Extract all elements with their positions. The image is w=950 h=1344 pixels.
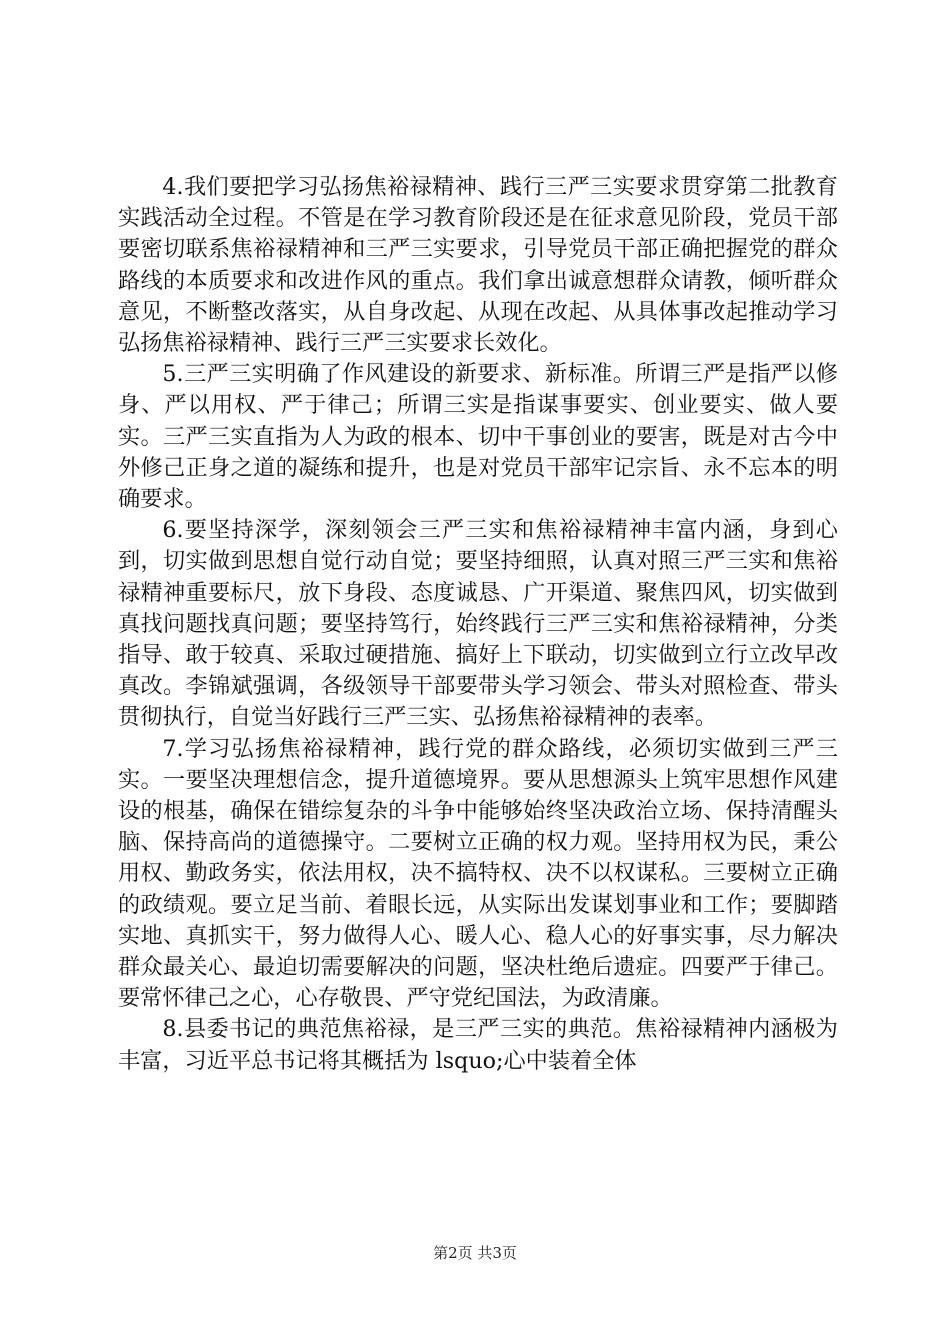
paragraph-5: 5.三严三实明确了作风建设的新要求、新标准。所谓三严是指严以修身、严以用权、严于律己；所谓三实是指谋事要实、创业要实、做人要实。三严三实直指为人为政的根本、切中干事创业的要害，既是对古今中外修己正身之道的凝练和提升，也是对党员干部牢记宗旨、永不忘本的明确要求。 (118, 361, 838, 513)
paragraph-8: 8.县委书记的典范焦裕禄，是三严三实的典范。焦裕禄精神内涵极为丰富，习近平总书记将其概括为 lsquo;心中装着全体 (118, 1016, 838, 1074)
paragraph-4: 4.我们要把学习弘扬焦裕禄精神、践行三严三实要求贯穿第二批教育实践活动全过程。不管是在学习教育阶段还是在征求意见阶段，党员干部要密切联系焦裕禄精神和三严三实要求，引导党员干部正确把握党的群众路线的本质要求和改进作风的重点。我们拿出诚意想群众请教，倾听群众意见，不断整改落实，从自身改起、从现在改起、从具体事改起推动学习弘扬焦裕禄精神、践行三严三实要求长效化。 (118, 174, 838, 357)
page-number-footer: 第2页 共3页 (433, 1244, 517, 1262)
paragraph-7: 7.学习弘扬焦裕禄精神，践行党的群众路线，必须切实做到三严三实。一要坚决理想信念，提升道德境界。要从思想源头上筑牢思想作风建设的根基，确保在错综复杂的斗争中能够始终坚决政治立场、保持清醒头脑、保持高尚的道德操守。二要树立正确的权力观。坚持用权为民，秉公用权、勤政务实，依法用权，决不搞特权、决不以权谋私。三要树立正确的政绩观。要立足当前、着眼长远，从实际出发谋划事业和工作；要脚踏实地、真抓实干，努力做得人心、暖人心、稳人心的好事实事，尽力解决群众最关心、最迫切需要解决的问题，坚决杜绝后遗症。四要严于律己。要常怀律己之心，心存敬畏、严守党纪国法，为政清廉。 (118, 735, 838, 1012)
document-body (118, 172, 838, 1077)
paragraph-6: 6.要坚持深学，深刻领会三严三实和焦裕禄精神丰富内涵，身到心到，切实做到思想自觉行动自觉；要坚持细照，认真对照三严三实和焦裕禄精神重要标尺，放下身段、态度诚恳、广开渠道、聚焦四风，切实做到真找问题找真问题；要坚持笃行，始终践行三严三实和焦裕禄精神，分类指导、敢于较真、采取过硬措施、搞好上下联动，切实做到立行立改早改真改。李锦斌强调，各级领导干部要带头学习领会、带头对照检查、带头贯彻执行，自觉当好践行三严三实、弘扬焦裕禄精神的表率。 (118, 517, 838, 731)
